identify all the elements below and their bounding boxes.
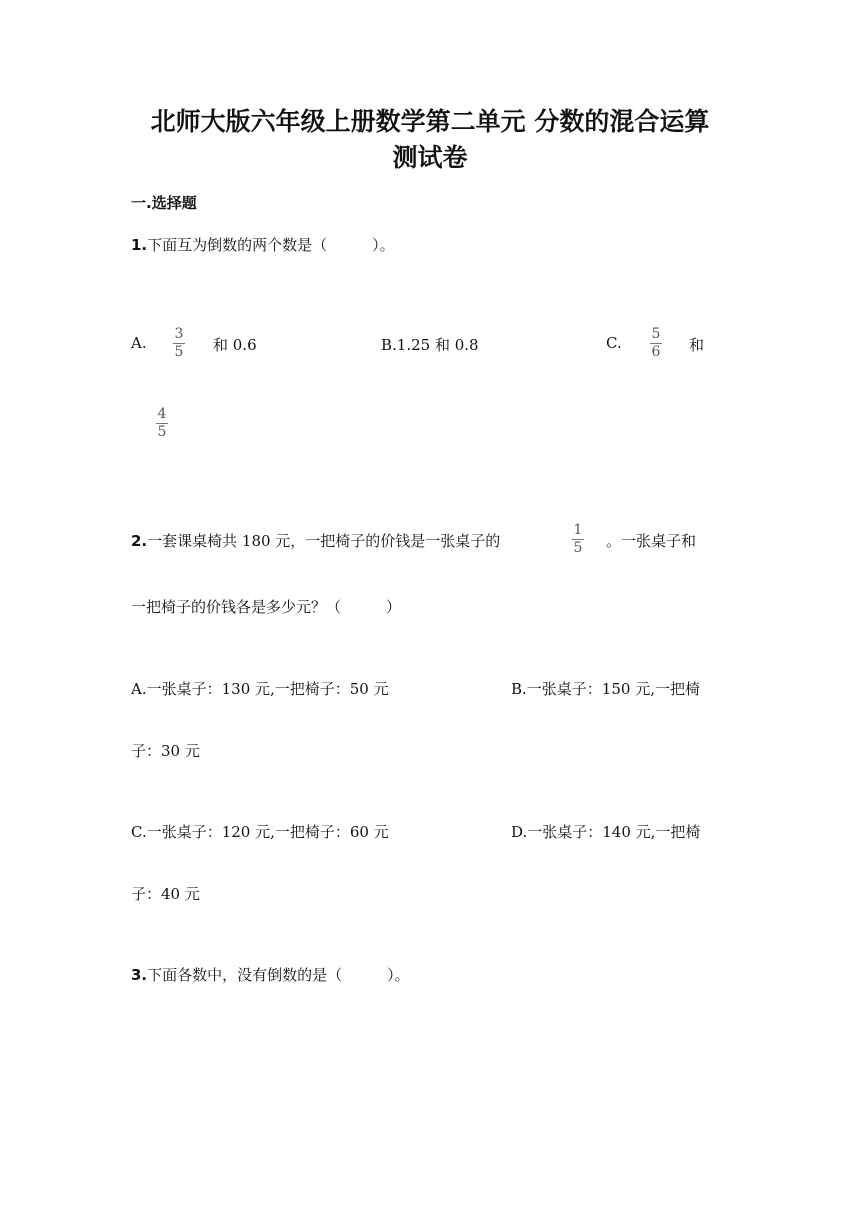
q1-option-a-fraction xyxy=(173,327,185,360)
question-2 xyxy=(131,530,500,551)
question-3 xyxy=(131,964,410,985)
fraction-numerator: 4 xyxy=(157,406,167,422)
q2-option-d-line-1: D.一张桌子：140 元,一把椅 xyxy=(511,823,701,841)
title-line-2: 测试卷 xyxy=(392,143,468,172)
q1-option-c-fraction-2 xyxy=(156,407,168,440)
q2-option-b-line-2: 子：30 元 xyxy=(131,742,200,760)
question-3-text: 下面各数中，没有倒数的是（ ）。 xyxy=(147,966,410,984)
q1-option-c-and: 和 xyxy=(689,336,705,354)
question-1-number: 1. xyxy=(131,236,148,254)
title-line-1: 北师大版六年级上册数学第二单元 分数的混合运算 xyxy=(150,107,710,136)
q2-option-d-line-2: 子：40 元 xyxy=(131,885,200,903)
fraction-denominator: 5 xyxy=(174,344,184,360)
fraction-denominator: 5 xyxy=(157,424,167,440)
q2-fraction xyxy=(572,523,584,556)
fraction-numerator: 5 xyxy=(651,326,661,342)
page-title xyxy=(0,104,860,176)
question-1 xyxy=(131,234,395,255)
section-heading: 一.选择题 xyxy=(131,194,197,212)
question-2-line-2: 一把椅子的价钱各是多少元？（ ） xyxy=(131,598,402,616)
q1-option-a-label: A. xyxy=(131,334,147,352)
fraction-denominator: 5 xyxy=(573,540,583,556)
q1-option-c-fraction-1 xyxy=(650,327,662,360)
question-2-text-before: 一套课桌椅共 180 元，一把椅子的价钱是一张桌子的 xyxy=(147,532,501,550)
q2-option-a: A.一张桌子：130 元,一把椅子：50 元 xyxy=(131,680,389,698)
question-2-text-after: 。一张桌子和 xyxy=(606,532,697,550)
fraction-numerator: 1 xyxy=(573,522,583,538)
q1-option-a-text: 和 0.6 xyxy=(213,336,257,354)
q1-option-c-label: C. xyxy=(606,334,622,352)
fraction-denominator: 6 xyxy=(651,344,661,360)
fraction-numerator: 3 xyxy=(174,326,184,342)
q2-option-c: C.一张桌子：120 元,一把椅子：60 元 xyxy=(131,823,389,841)
question-3-number: 3. xyxy=(131,966,148,984)
question-1-text: 下面互为倒数的两个数是（ ）。 xyxy=(147,236,395,254)
q1-option-b: B.1.25 和 0.8 xyxy=(381,336,479,354)
question-2-number: 2. xyxy=(131,532,148,550)
q2-option-b-line-1: B.一张桌子：150 元,一把椅 xyxy=(511,680,700,698)
